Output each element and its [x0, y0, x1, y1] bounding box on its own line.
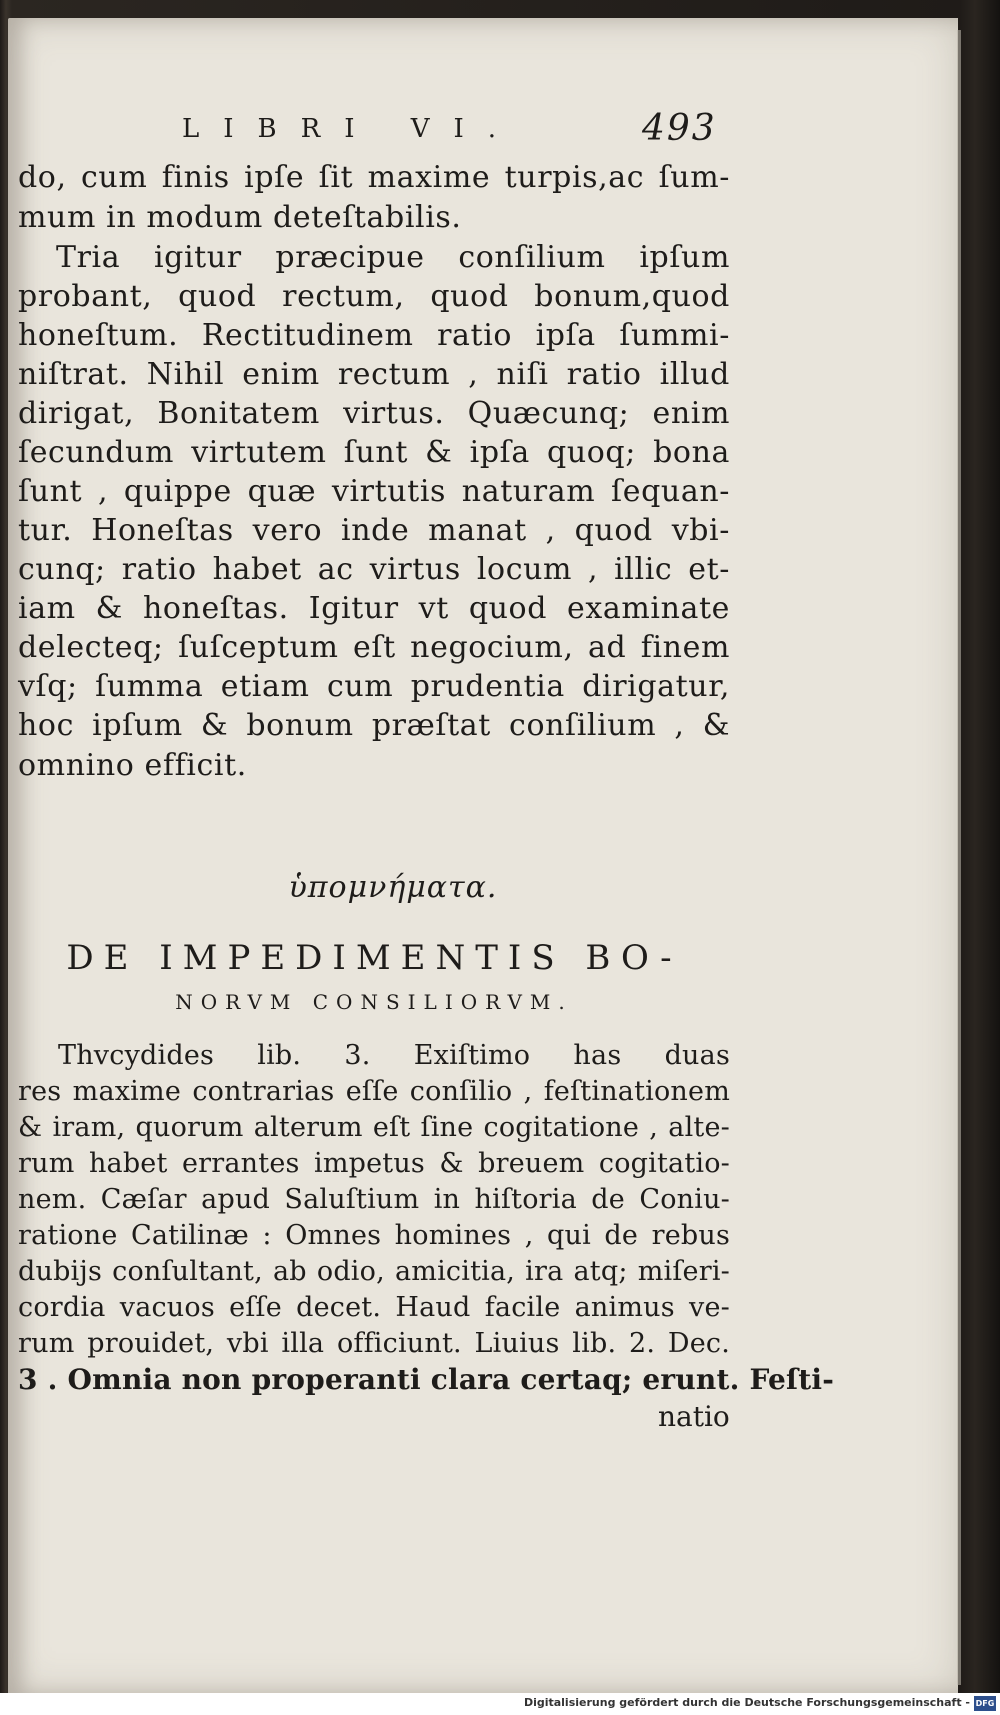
- section-subheading: NORVM CONSILIORVM.: [175, 990, 573, 1014]
- page-number: 493: [642, 108, 717, 149]
- text-line: cunq; ratio habet ac virtus locum , illic et-: [18, 552, 730, 587]
- text-line: vſq; ſumma etiam cum prudentia dirigatur,: [18, 669, 730, 704]
- text-line: mum in modum deteſtabilis.: [18, 200, 462, 235]
- text-line: probant, quod rectum, quod bonum,quod: [18, 279, 730, 314]
- text-line: delecteq; ſuſceptum eſt negocium, ad finem: [18, 630, 730, 665]
- quote-line: & iram, quorum alterum eſt ſine cogitatione , alte-: [18, 1112, 730, 1143]
- text-line: Tria igitur præcipue conſilium ipſum: [56, 240, 730, 275]
- running-head: [160, 108, 740, 148]
- section-heading: DE IMPEDIMENTIS BO-: [66, 938, 682, 978]
- text-line: iam & honeſtas. Igitur vt quod examinate: [18, 591, 730, 626]
- quote-line: rum habet errantes impetus & breuem cogitatio-: [18, 1148, 730, 1179]
- quote-line: dubijs conſultant, ab odio, amicitia, ira atq; miſeri-: [18, 1256, 730, 1287]
- text-line: omnino efficit.: [18, 748, 247, 783]
- running-title: LIBRI VI.: [182, 114, 521, 144]
- greek-heading: ὑπομνήματα.: [288, 870, 498, 905]
- text-line: dirigat, Bonitatem virtus. Quæcunq; enim: [18, 396, 730, 431]
- quote-line: res maxime contrarias eſſe conſilio , feſtinationem: [18, 1076, 730, 1107]
- digitization-footer: [0, 1693, 1000, 1715]
- quote-line: rum prouidet, vbi illa officiunt. Liuius lib. 2. Dec.: [18, 1328, 730, 1359]
- quote-line: 3 . Omnia non properanti clara certaq; erunt. Feſti-: [18, 1363, 835, 1396]
- funding-credit: Digitalisierung gefördert durch die Deutsche Forschungsgemeinschaft -: [523, 1696, 970, 1709]
- quote-line: Thvcydides lib. 3. Exiſtimo has duas: [58, 1040, 730, 1071]
- quote-line: cordia vacuos eſſe decet. Haud facile animus ve-: [18, 1292, 730, 1323]
- text-line: tur. Honeſtas vero inde manat , quod vbi-: [18, 513, 730, 548]
- catchword: natio: [658, 1400, 730, 1433]
- dfg-logo: DFG: [974, 1696, 996, 1711]
- text-line: honeſtum. Rectitudinem ratio ipſa ſummi-: [18, 318, 730, 353]
- quote-line: nem. Cæſar apud Saluſtium in hiſtoria de Coniu-: [18, 1184, 730, 1215]
- text-line: niſtrat. Nihil enim rectum , niſi ratio illud: [18, 357, 730, 392]
- page-edge: [957, 30, 961, 1685]
- text-line: ſecundum virtutem ſunt & ipſa quoq; bona: [18, 435, 730, 470]
- text-line: ſunt , quippe quæ virtutis naturam ſequan-: [18, 474, 730, 509]
- text-line: hoc ipſum & bonum præſtat conſilium , &: [18, 708, 730, 743]
- quote-line: ratione Catilinæ : Omnes homines , qui de rebus: [18, 1220, 730, 1251]
- text-line: do, cum finis ipſe ſit maxime turpis,ac ſum-: [18, 160, 730, 195]
